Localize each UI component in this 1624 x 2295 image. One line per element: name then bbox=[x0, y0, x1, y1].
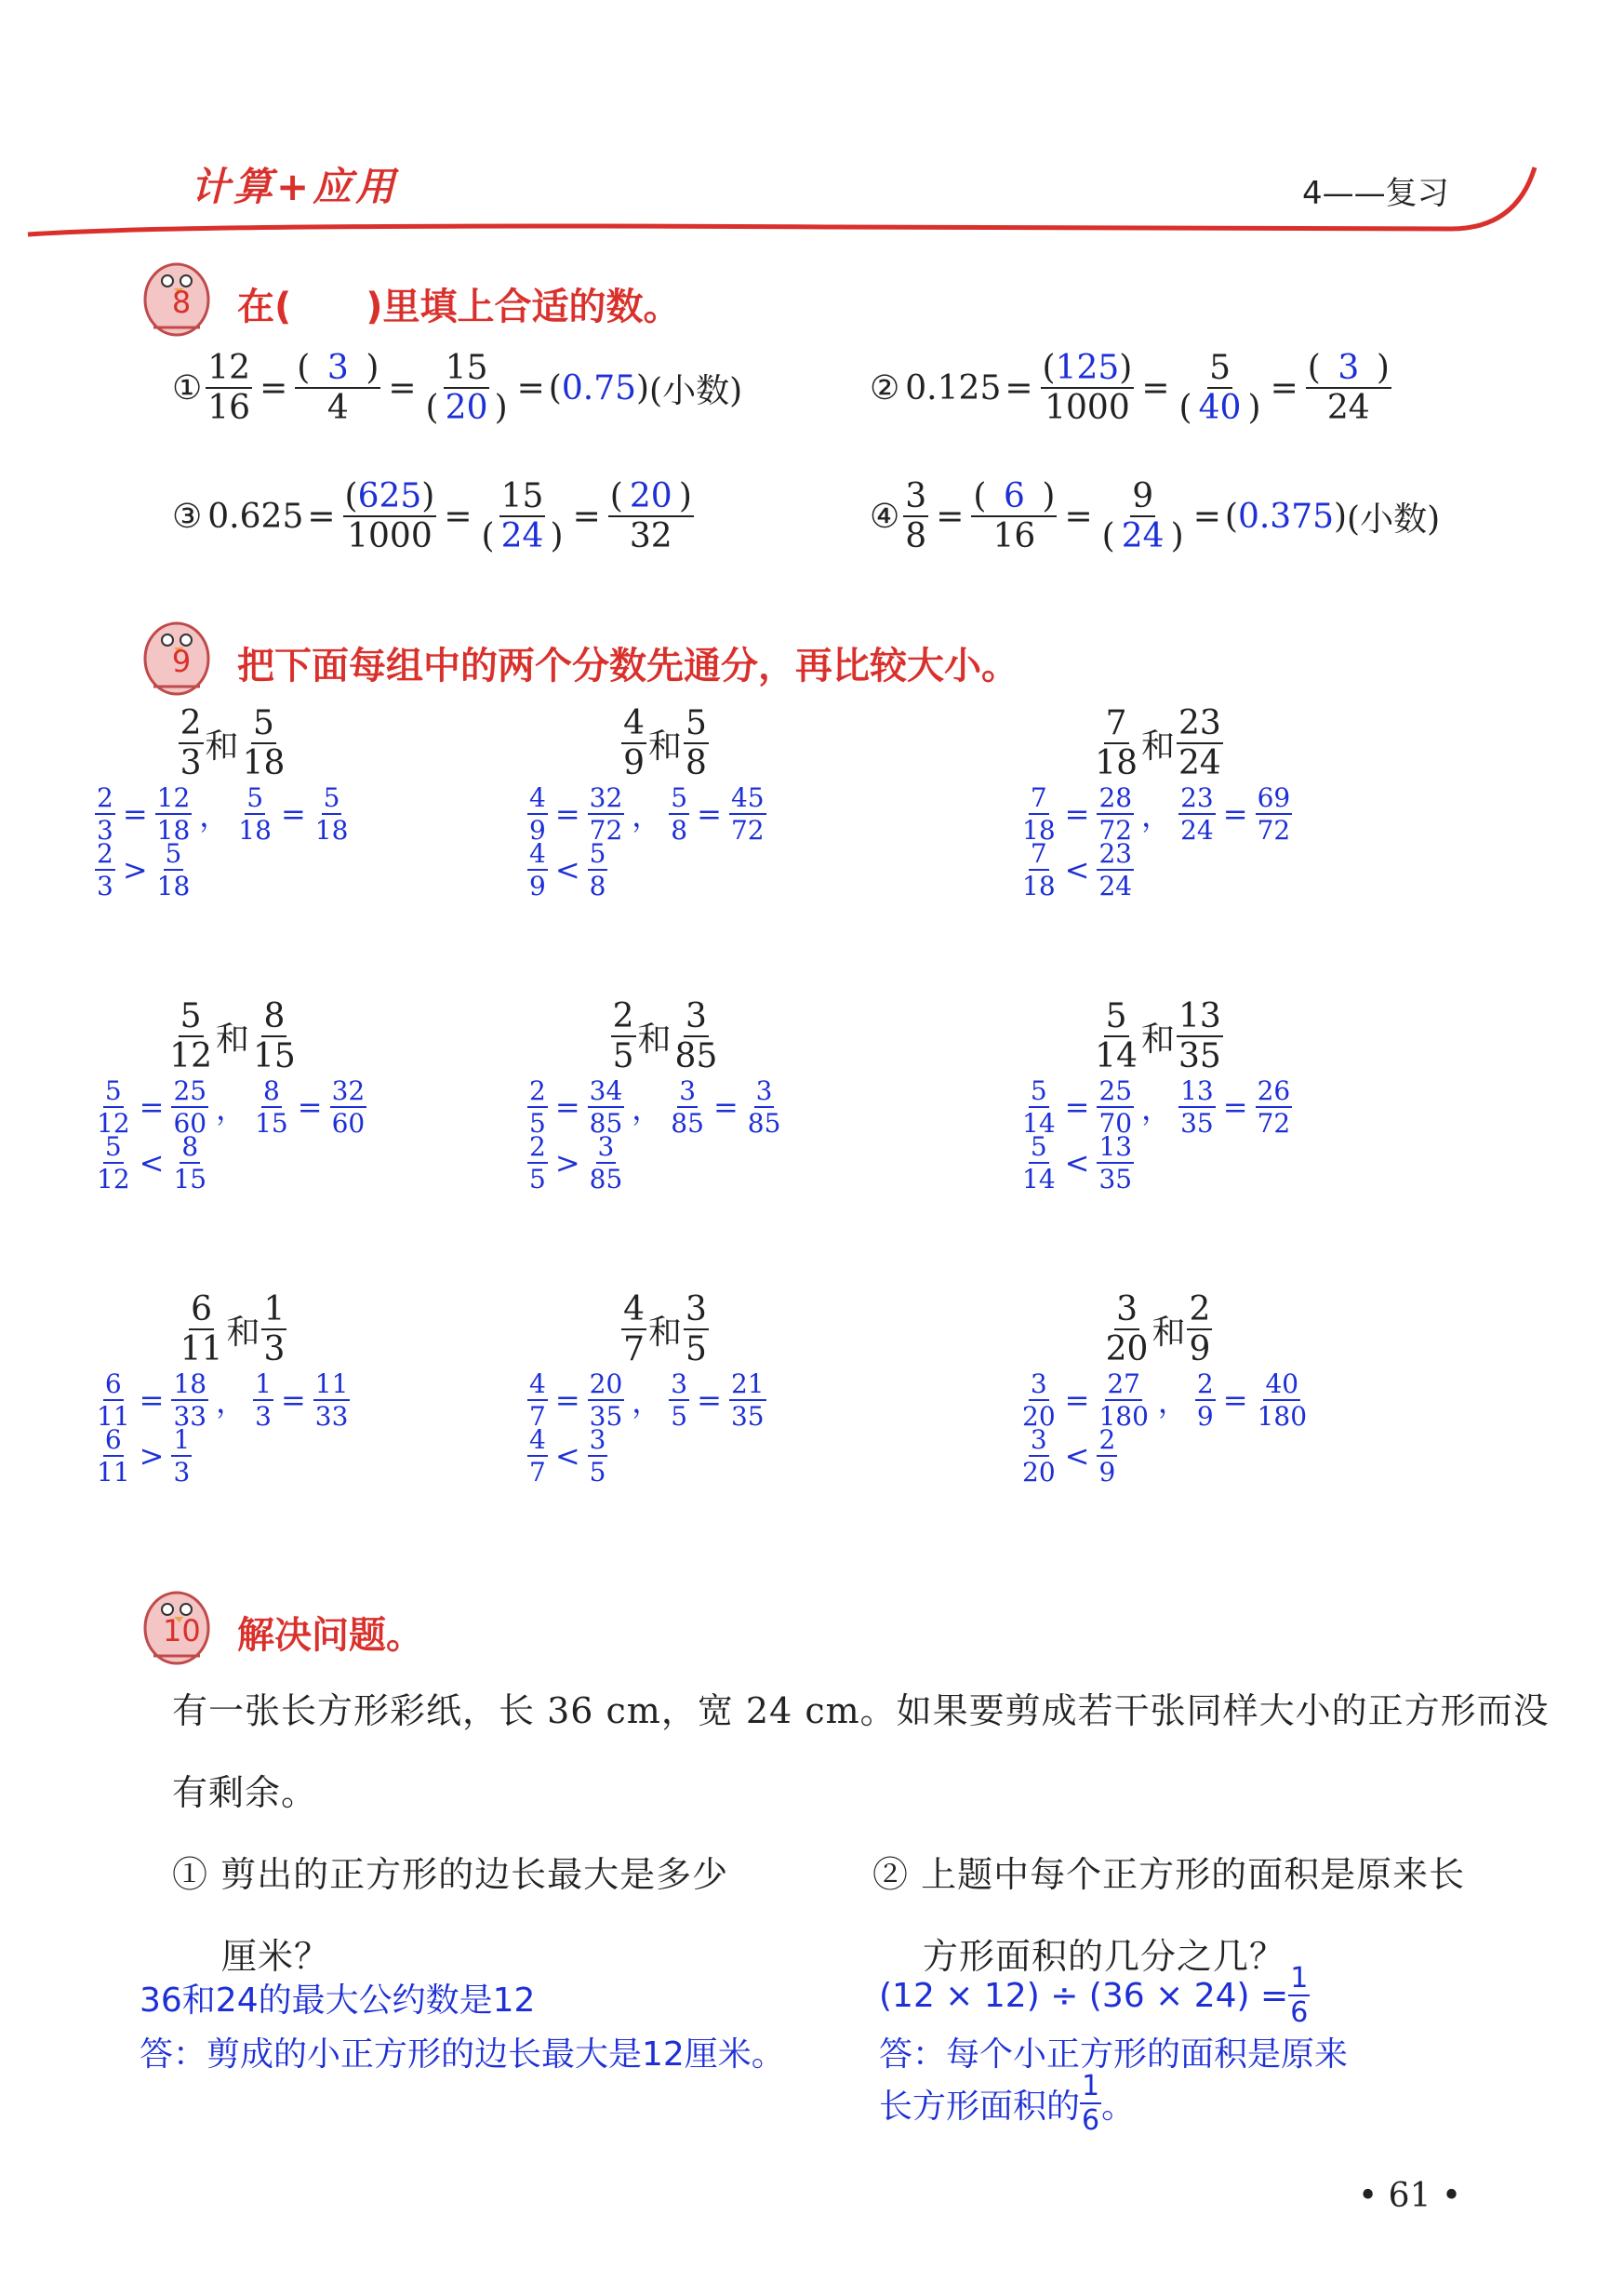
exercise-8-2: ② 0.125 = $\frac{(125)}{1000}$ = $\frac{5}{( 40 )}$ = $\frac{( 3 )}{24}$ bbox=[870, 349, 1390, 427]
exercise-8-3: ③ 0.625 = $\frac{(625)}{1000}$ = $\frac{15}{( 24 )}$ = $\frac{( 20 )}{32}$ bbox=[172, 477, 692, 555]
compare-group bbox=[526, 704, 972, 901]
section-9-number: 9 bbox=[171, 644, 192, 679]
compare-group bbox=[526, 997, 972, 1194]
answer-fraction: $\frac{15}{( 20 )}$ bbox=[425, 349, 508, 427]
compare-group bbox=[93, 704, 539, 901]
fraction-pair: $\frac{7}{18}$ 和 $\frac{23}{24}$ bbox=[1095, 704, 1221, 782]
page-number: • 61 • bbox=[1358, 2177, 1462, 2215]
section-8-title: 在( )里填上合适的数。 bbox=[237, 286, 681, 328]
header-chapter: 4——复习 bbox=[1302, 175, 1449, 212]
section-9-title: 把下面每组中的两个分数先通分，再比较大小。 bbox=[237, 645, 1018, 687]
compare-group bbox=[1018, 1290, 1465, 1488]
decimal-answer: 0.75 bbox=[561, 369, 636, 407]
common-denominator-work: $\frac{2}{5}$ = $\frac{34}{85}$ ， $\frac{3}{85}$ = $\frac{3}{85}$ $\frac{2}{5}$ > $\frac{3}{85}$ bbox=[529, 1074, 781, 1194]
answer-fraction: $\frac{( 3 )}{4}$ bbox=[297, 349, 379, 427]
fraction-pair: $\frac{5}{14}$ 和 $\frac{13}{35}$ bbox=[1095, 997, 1221, 1075]
section-8-number: 8 bbox=[171, 285, 192, 320]
common-denominator-work: $\frac{4}{7}$ = $\frac{20}{35}$ ， $\frac{3}{5}$ = $\frac{21}{35}$ $\frac{4}{7}$ < $\frac{3}{5}$ bbox=[529, 1368, 765, 1488]
exercise-8-1: ① $\frac{12}{16}$ = $\frac{( 3 )}{4}$ = $\frac{15}{( 20 )}$ = (0.75) (小数) bbox=[172, 349, 743, 427]
common-denominator-work: $\frac{6}{11}$ = $\frac{18}{33}$ ， $\frac{1}{3}$ = $\frac{11}{33}$ $\frac{6}{11}$ > $\frac{1}{3}$ bbox=[97, 1368, 349, 1488]
fraction-pair: $\frac{6}{11}$ 和 $\frac{1}{3}$ bbox=[180, 1290, 286, 1368]
compare-group bbox=[526, 1290, 972, 1488]
fraction-pair: $\frac{2}{5}$ 和 $\frac{3}{85}$ bbox=[612, 997, 718, 1075]
question-1-line1: ① 剪出的正方形的边长最大是多少 bbox=[172, 1854, 729, 1895]
section-8-header bbox=[135, 253, 972, 346]
header-rule bbox=[0, 0, 1624, 279]
fraction-pair: $\frac{5}{12}$ 和 $\frac{8}{15}$ bbox=[169, 997, 296, 1075]
section-10-number: 10 bbox=[163, 1613, 201, 1648]
fraction-pair: $\frac{2}{3}$ 和 $\frac{5}{18}$ bbox=[180, 704, 286, 782]
common-denominator-work: $\frac{4}{9}$ = $\frac{32}{72}$ ， $\frac{5}{8}$ = $\frac{45}{72}$ $\frac{4}{9}$ < $\frac{5}{8}$ bbox=[529, 781, 765, 901]
question-2-line1: ② 上题中每个正方形的面积是原来长 bbox=[872, 1854, 1466, 1895]
common-denominator-work: $\frac{5}{12}$ = $\frac{25}{60}$ ， $\frac{8}{15}$ = $\frac{32}{60}$ $\frac{5}{12}$ < $\frac{8}{15}$ bbox=[97, 1074, 366, 1194]
question-2-line2: 方形面积的几分之几？ bbox=[923, 1936, 1286, 1977]
compare-group bbox=[1018, 997, 1465, 1194]
question-2-answer-line1: 答：每个小正方形的面积是原来 bbox=[879, 2035, 1349, 2074]
section-10-header bbox=[135, 1581, 693, 1675]
lead-fraction: $\frac{12}{16}$ bbox=[207, 349, 251, 427]
question-1-answer: 答：剪成的小正方形的边长最大是12厘米。 bbox=[140, 2035, 785, 2074]
common-denominator-work: $\frac{7}{18}$ = $\frac{28}{72}$ ， $\frac{23}{24}$ = $\frac{69}{72}$ $\frac{7}{18}$ < $\frac{23}{24}$ bbox=[1022, 781, 1291, 901]
exercise-8-4: ④ $\frac{3}{8}$ = $\frac{( 6 )}{16}$ = $\frac{9}{( 24 )}$ = (0.375) (小数) bbox=[870, 477, 1441, 555]
item-marker: ① bbox=[172, 369, 203, 407]
result-fraction: $\frac{1}{6}$ bbox=[1290, 1962, 1309, 2029]
question-2-answer-line2: 长方形面积的 $\frac{1}{6}$ 。 bbox=[879, 2070, 1136, 2137]
common-denominator-work: $\frac{2}{3}$ = $\frac{12}{18}$ ， $\frac{5}{18}$ = $\frac{5}{18}$ $\frac{2}{3}$ > $\frac{5}{18}$ bbox=[97, 781, 349, 901]
header-category: 计算+应用 bbox=[191, 164, 399, 209]
question-2-work: (12 × 12) ÷ (36 × 24) = $\frac{1}{6}$ bbox=[879, 1962, 1309, 2029]
question-1-work: 36和24的最大公约数是12 bbox=[140, 1981, 536, 2020]
question-1-line2: 厘米？ bbox=[221, 1936, 331, 1977]
problem-text-line2: 有剩余。 bbox=[172, 1772, 318, 1813]
common-denominator-work: $\frac{3}{20}$ = $\frac{27}{180}$ ， $\frac{2}{9}$ = $\frac{40}{180}$ $\frac{3}{20}$ < $\frac{2}{9}$ bbox=[1022, 1368, 1308, 1488]
compare-group bbox=[93, 1290, 539, 1488]
section-9-header bbox=[135, 612, 1158, 705]
compare-group bbox=[1018, 704, 1465, 901]
compare-group bbox=[93, 997, 539, 1194]
section-10-title: 解决问题。 bbox=[237, 1614, 423, 1657]
problem-text-line1: 有一张长方形彩纸，长 36 cm，宽 24 cm。如果要剪成若干张同样大小的正方形而没 bbox=[172, 1690, 1550, 1731]
fraction-pair: $\frac{4}{9}$ 和 $\frac{5}{8}$ bbox=[623, 704, 707, 782]
fraction-pair: $\frac{3}{20}$ 和 $\frac{2}{9}$ bbox=[1105, 1290, 1211, 1368]
common-denominator-work: $\frac{5}{14}$ = $\frac{25}{70}$ ， $\frac{13}{35}$ = $\frac{26}{72}$ $\frac{5}{14}$ < $\frac{13}{35}$ bbox=[1022, 1074, 1291, 1194]
fraction-pair: $\frac{4}{7}$ 和 $\frac{3}{5}$ bbox=[623, 1290, 707, 1368]
